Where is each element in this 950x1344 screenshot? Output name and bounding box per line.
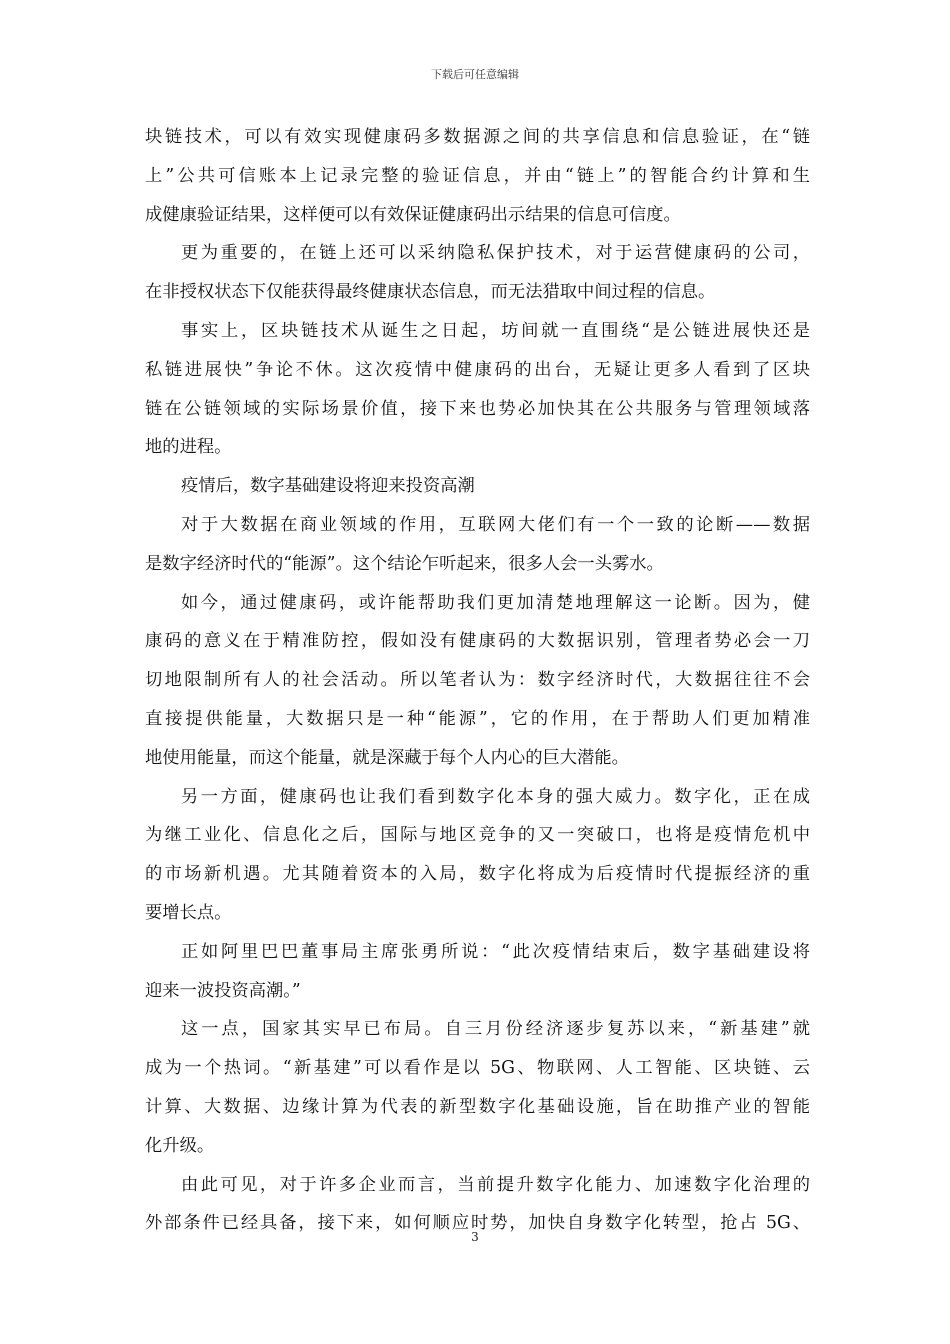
text-line: 的市场新机遇。尤其随着资本的入局，数字化将成为后疫情时代提振经济的重	[145, 864, 810, 885]
text-line: 为继工业化、信息化之后，国际与地区竞争的又一突破口，也将是疫情危机中	[145, 825, 810, 846]
text-line: 在非授权状态下仅能获得最终健康状态信息，而无法猎取中间过程的信息。	[145, 282, 716, 303]
text-line: 上”公共可信账本上记录完整的验证信息，并由“链上”的智能合约计算和生	[145, 165, 810, 186]
text-line: 切地限制所有人的社会活动。所以笔者认为：数字经济时代，大数据往往不会	[145, 670, 810, 691]
text-line: 私链进展快”争论不休。这次疫情中健康码的出台，无疑让更多人看到了区块	[145, 359, 810, 380]
text-line: 计算、大数据、边缘计算为代表的新型数字化基础设施，旨在助推产业的智能	[145, 1096, 810, 1117]
text-line: 如今，通过健康码，或许能帮助我们更加清楚地理解这一论断。因为，健	[181, 592, 810, 613]
text-line: 疫情后，数字基础建设将迎来投资高潮	[181, 476, 475, 497]
text-line: 成为一个热词。“新基建”可以看作是以 5G、物联网、人工智能、区块链、云	[145, 1058, 810, 1079]
text-line: 要增长点。	[145, 902, 232, 923]
page-header: 下载后可任意编辑	[431, 68, 519, 81]
text-line: 链在公链领域的实际场景价值，接下来也势必加快其在公共服务与管理领域落	[145, 398, 810, 419]
text-line: 化升级。	[145, 1135, 215, 1156]
text-line: 正如阿里巴巴董事局主席张勇所说：“此次疫情结束后，数字基础建设将	[181, 941, 810, 962]
text-line: 这一点，国家其实早已布局。自三月份经济逐步复苏以来，“新基建”就	[181, 1019, 810, 1040]
text-line: 康码的意义在于精准防控，假如没有健康码的大数据识别，管理者势必会一刀	[145, 631, 810, 652]
text-line: 由此可见，对于许多企业而言，当前提升数字化能力、加速数字化治理的	[181, 1174, 810, 1195]
text-line: 地使用能量，而这个能量，就是深藏于每个人内心的巨大潜能。	[145, 747, 629, 768]
page-number: 3	[471, 1230, 479, 1244]
document-body	[145, 118, 810, 1243]
text-line: 迎来一波投资高潮。”	[145, 980, 301, 1001]
text-line: 直接提供能量，大数据只是一种“能源”，它的作用，在于帮助人们更加精准	[145, 708, 810, 729]
text-line: 另一方面，健康码也让我们看到数字化本身的强大威力。数字化，正在成	[181, 786, 810, 807]
text-line: 外部条件已经具备，接下来，如何顺应时势，加快自身数字化转型，抢占 5G、	[145, 1213, 810, 1234]
text-line: 更为重要的，在链上还可以采纳隐私保护技术，对于运营健康码的公司，	[181, 243, 810, 264]
text-line: 事实上，区块链技术从诞生之日起，坊间就一直围绕“是公链进展快还是	[181, 320, 810, 341]
text-line: 对于大数据在商业领域的作用，互联网大佬们有一个一致的论断——数据	[181, 514, 810, 535]
text-line: 地的进程。	[145, 437, 232, 458]
text-line: 是数字经济时代的“能源”。这个结论乍听起来，很多人会一头雾水。	[145, 553, 664, 574]
text-line: 块链技术，可以有效实现健康码多数据源之间的共享信息和信息验证，在“链	[145, 127, 810, 147]
text-line: 成健康验证结果，这样便可以有效保证健康码出示结果的信息可信度。	[145, 204, 681, 225]
